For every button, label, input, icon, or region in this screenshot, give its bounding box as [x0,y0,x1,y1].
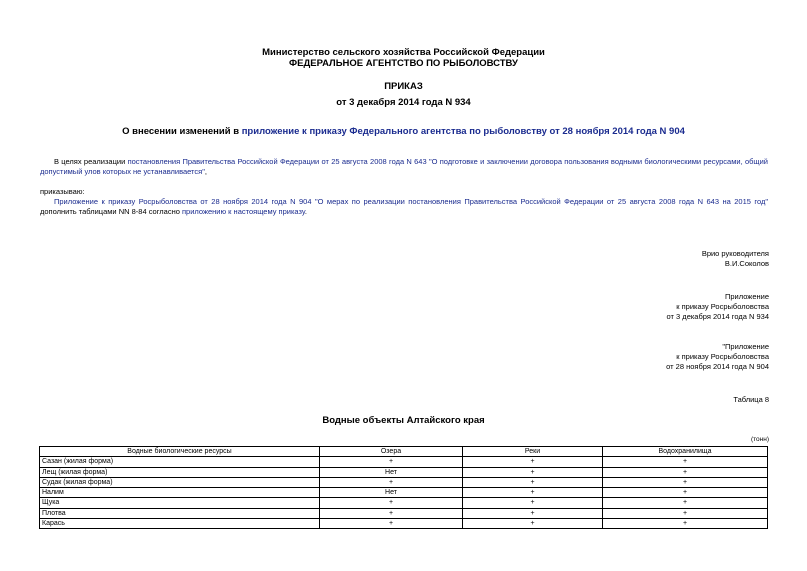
rivers-value: + [463,519,603,529]
resource-name: Налим [40,488,320,498]
document-type: ПРИКАЗ [384,81,423,92]
resource-name: Карась [40,519,320,529]
resource-name: Лещ (жилая форма) [40,467,320,477]
table-row [40,488,768,498]
resources-table [39,446,768,529]
table-row [40,519,768,529]
header-resources: Водные биологические ресурсы [40,447,320,457]
reservoirs-value: + [603,477,768,487]
reservoirs-value: + [603,488,768,498]
order-word: приказываю: [40,187,85,196]
header-lakes: Озера [320,447,463,457]
original-appendix-line-3: от 28 ноября 2014 года N 904 [666,362,769,371]
order-link-attachment[interactable]: приложению к настоящему приказу [181,207,305,216]
table-row [40,457,768,467]
table-title: Водные объекты Алтайского края [322,415,485,426]
table-label: Таблица 8 [733,395,769,404]
reservoirs-value: + [603,498,768,508]
lakes-value: + [320,519,463,529]
appendix-line-3: от 3 декабря 2014 года N 934 [666,312,769,321]
order-link-appendix[interactable]: Приложение к приказу Росрыболовства от 28 ноября 2014 года N 904 "О мерах по реализации постановления Правительства Российской Федерации от 25 августа 2008 года N 643 на 2015 год" [54,197,768,206]
agency-title: ФЕДЕРАЛЬНОЕ АГЕНТСТВО ПО РЫБОЛОВСТВУ [289,58,518,69]
resource-name: Судак (жилая форма) [40,477,320,487]
subject-link[interactable]: приложение к приказу Федерального агентства по рыболовству от 28 ноября 2014 года N 904 [241,126,685,137]
lakes-value: + [320,498,463,508]
resource-name: Сазан (жилая форма) [40,457,320,467]
reservoirs-value: + [603,508,768,518]
appendix-line-1: Приложение [725,292,769,301]
table-row [40,508,768,518]
appendix-line-2: к приказу Росрыболовства [676,302,769,311]
header-reservoirs: Водохранилища [603,447,768,457]
lakes-value: Нет [320,467,463,477]
signature-block [702,249,769,269]
rivers-value: + [463,457,603,467]
rivers-value: + [463,477,603,487]
table-header-row [40,447,768,457]
preamble-paragraph [40,157,768,177]
rivers-value: + [463,498,603,508]
table-row [40,498,768,508]
preamble-prefix: В целях реализации [54,157,128,166]
reservoirs-value: + [603,519,768,529]
resource-name: Щука [40,498,320,508]
original-appendix-line-1: "Приложение [722,342,769,351]
lakes-value: + [320,477,463,487]
header-rivers: Реки [463,447,603,457]
appendix-block [667,292,769,322]
signature-title: Врио руководителя [701,249,769,258]
order-text: дополнить таблицами NN 8-84 согласно [40,207,182,216]
preamble-suffix: , [204,167,207,176]
original-appendix-line-2: к приказу Росрыболовства [676,352,769,361]
table-row [40,467,768,477]
table-row [40,477,768,487]
subject-prefix: О внесении изменений в [122,126,242,137]
preamble-link[interactable]: постановления Правительства Российской Федерации от 25 августа 2008 года N 643 "О подготовке и заключении договора пользования водными биологическими ресурсами, общий допустимый улов которых не устанавливается" [40,157,768,176]
document-date: от 3 декабря 2014 года N 934 [336,97,471,108]
rivers-value: + [463,467,603,477]
document-subject [0,126,807,137]
lakes-value: + [320,508,463,518]
ministry-title: Министерство сельского хозяйства Российской Федерации [262,47,545,58]
signature-name: В.И.Соколов [724,259,769,268]
reservoirs-value: + [603,467,768,477]
order-end: . [304,207,307,216]
rivers-value: + [463,488,603,498]
lakes-value: Нет [320,488,463,498]
order-paragraph [40,197,768,217]
lakes-value: + [320,457,463,467]
resource-name: Плотва [40,508,320,518]
rivers-value: + [463,508,603,518]
reservoirs-value: + [603,457,768,467]
original-appendix-block [666,342,769,372]
units-label: (тонн) [750,436,769,443]
